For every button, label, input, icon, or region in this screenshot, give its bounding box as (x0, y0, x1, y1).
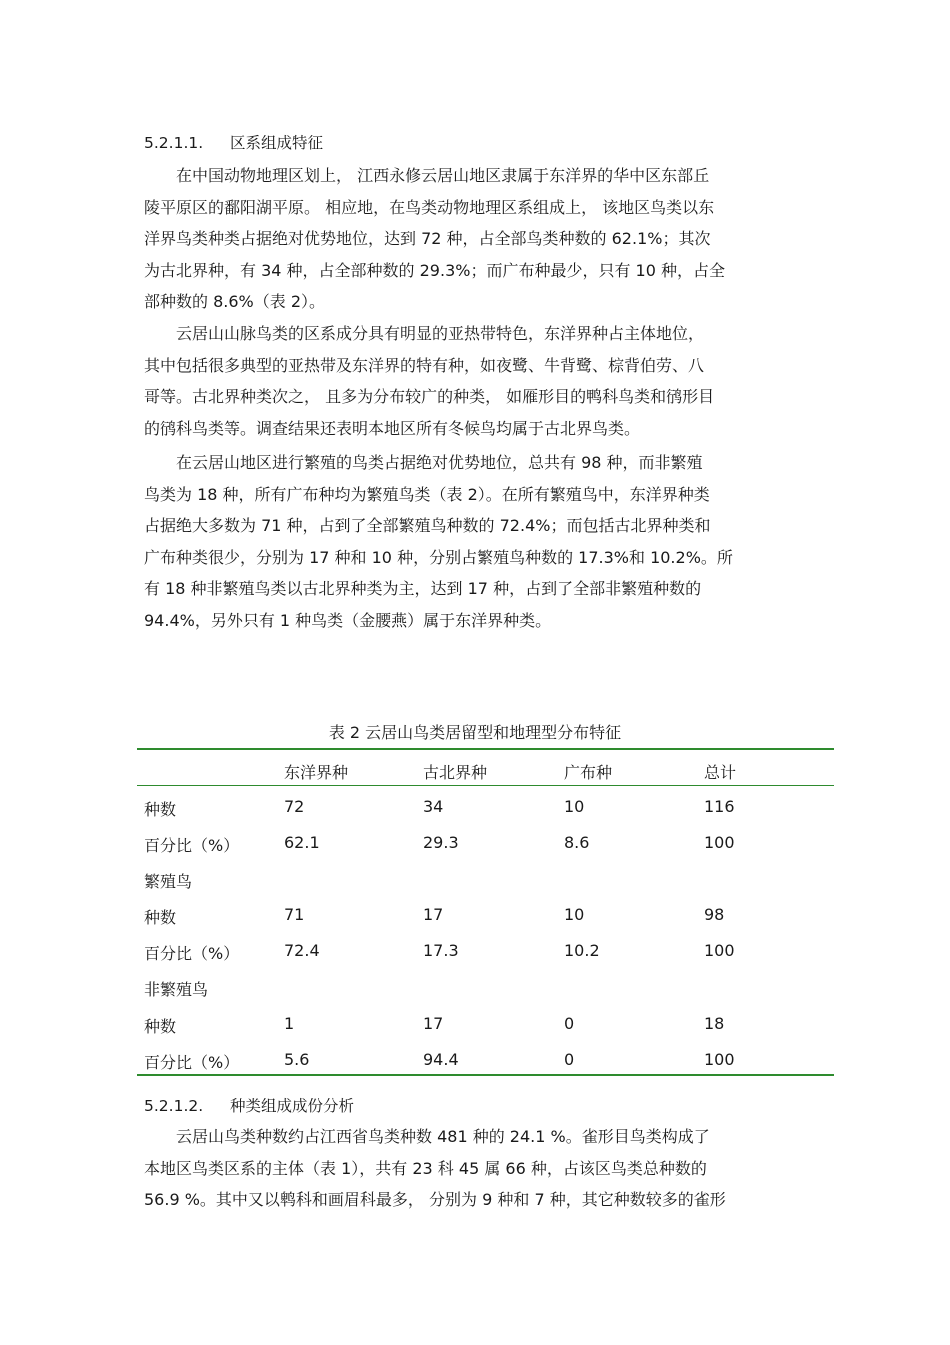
table-cell: 98 (704, 905, 725, 924)
paragraph-1 (144, 160, 812, 318)
table-cell: 1 (284, 1014, 295, 1033)
table-caption: 表 2 云居山鸟类居留型和地理型分布特征 (328, 723, 622, 742)
section-number: 5.2.1.1. (144, 134, 204, 152)
text-line: 部种数的 8.6%（表 2）。 (144, 292, 326, 311)
table-cell: 100 (704, 833, 735, 852)
section-number: 5.2.1.2. (144, 1097, 204, 1115)
text-line: 为古北界种，有 34 种，占全部种数的 29.3%；而广布种最少，只有 10 种，占全 (144, 260, 725, 280)
text-line: 陵平原区的鄱阳湖平原。 相应地，在鸟类动物地理区系组成上， 该地区鸟类以东 (144, 197, 715, 217)
group-label: 繁殖鸟 (144, 872, 193, 891)
table-cell: 5.6 (284, 1050, 310, 1069)
column-header: 广布种 (564, 763, 613, 782)
row-label: 种数 (144, 800, 177, 819)
table-cell: 71 (284, 905, 305, 924)
text-line: 在云居山地区进行繁殖的鸟类占据绝对优势地位，总共有 98 种，而非繁殖 (144, 453, 703, 472)
column-header: 总计 (704, 763, 737, 782)
group-label: 非繁殖鸟 (144, 980, 209, 999)
table-cell: 17.3 (423, 941, 459, 960)
text-line: 占据绝大多数为 71 种，占到了全部繁殖鸟种数的 72.4%；而包括古北界种类和 (144, 516, 711, 535)
text-line: 在中国动物地理区划上， 江西永修云居山地区隶属于东洋界的华中区东部丘 (144, 166, 710, 185)
text-line: 云居山鸟类种数约占江西省鸟类种数 481 种的 24.1 %。雀形目鸟类构成了 (144, 1127, 710, 1146)
table-top-rule (137, 748, 834, 750)
table-bottom-rule (137, 1074, 834, 1076)
text-line: 鸟类为 18 种，所有广布种均为繁殖鸟类（表 2）。在所有繁殖鸟中，东洋界种类 (144, 484, 710, 504)
table-cell: 62.1 (284, 833, 320, 852)
table-cell: 18 (704, 1014, 725, 1033)
section-heading-5-2-1-2 (144, 1094, 354, 1116)
table-cell: 116 (704, 797, 735, 816)
table-cell: 100 (704, 941, 735, 960)
table-cell: 10 (564, 905, 585, 924)
text-line: 56.9 %。其中又以鹎科和画眉科最多， 分别为 9 种和 7 种，其它种数较多的雀形 (144, 1190, 726, 1209)
text-line: 其中包括很多典型的亚热带及东洋界的特有种，如夜鹭、牛背鹭、棕背伯劳、八 (144, 355, 705, 375)
table-cell: 10.2 (564, 941, 600, 960)
text-line: 广布种类很少，分别为 17 种和 10 种，分别占繁殖鸟种数的 17.3%和 10.2%。所 (144, 547, 733, 567)
section-heading-5-2-1-1 (144, 131, 323, 153)
section-title: 区系组成特征 (230, 134, 324, 152)
row-label: 种数 (144, 1017, 177, 1036)
table-cell: 10 (564, 797, 585, 816)
column-header: 古北界种 (423, 763, 488, 782)
text-line: 本地区鸟类区系的主体（表 1），共有 23 科 45 属 66 种，占该区鸟类总种数的 (144, 1158, 707, 1178)
text-line: 有 18 种非繁殖鸟类以古北界种类为主，达到 17 种，占到了全部非繁殖种数的 (144, 579, 702, 598)
row-label: 百分比（%） (144, 944, 240, 963)
table-cell: 17 (423, 1014, 444, 1033)
table-cell: 0 (564, 1014, 575, 1033)
text-line: 云居山山脉鸟类的区系成分具有明显的亚热带特色，东洋界种占主体地位， (144, 324, 705, 343)
text-line: 哥等。古北界种类次之， 且多为分布较广的种类， 如雁形目的鸭科鸟类和鸻形目 (144, 387, 715, 406)
text-line: 洋界鸟类种类占据绝对优势地位，达到 72 种，占全部鸟类种数的 62.1%；其次 (144, 229, 711, 248)
text-line: 的鸻科鸟类等。调查结果还表明本地区所有冬候鸟均属于古北界鸟类。 (144, 418, 641, 438)
table-cell: 0 (564, 1050, 575, 1069)
text-line: 94.4%，另外只有 1 种鸟类（金腰燕）属于东洋界种类。 (144, 610, 552, 630)
table-cell: 34 (423, 797, 444, 816)
column-header: 东洋界种 (284, 763, 349, 782)
table-cell: 29.3 (423, 833, 459, 852)
table-cell: 8.6 (564, 833, 590, 852)
row-label: 百分比（%） (144, 836, 240, 855)
row-label: 种数 (144, 908, 177, 927)
section-title: 种类组成成份分析 (230, 1097, 355, 1115)
table-cell: 72.4 (284, 941, 320, 960)
table-cell: 94.4 (423, 1050, 459, 1069)
table-cell: 100 (704, 1050, 735, 1069)
table-header-rule (137, 785, 834, 786)
row-label: 百分比（%） (144, 1053, 240, 1072)
paragraph-4 (144, 1121, 812, 1216)
table-cell: 72 (284, 797, 305, 816)
paragraph-2 (144, 318, 812, 444)
paragraph-3 (144, 447, 812, 636)
table-cell: 17 (423, 905, 444, 924)
